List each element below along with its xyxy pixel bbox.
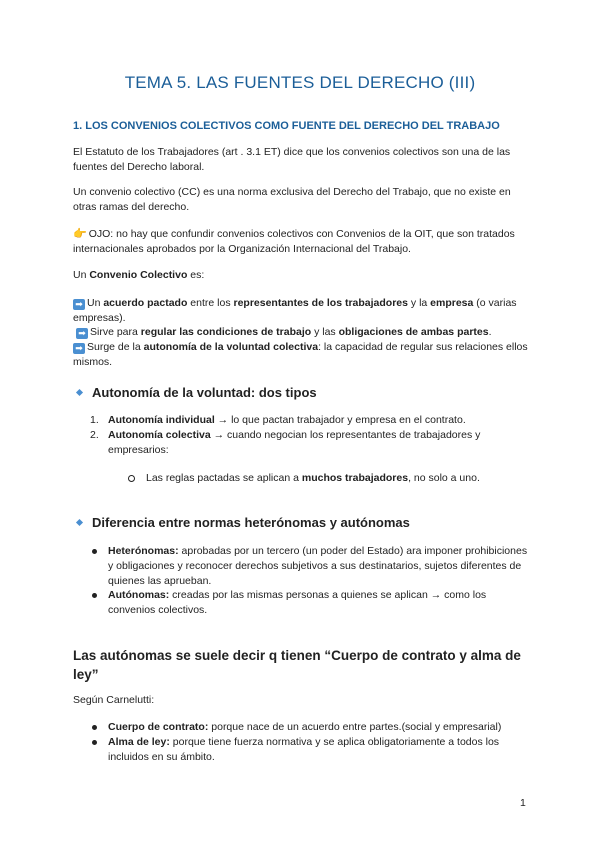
diamond-bullet-icon <box>76 519 83 526</box>
arrow-right-icon: ➡ <box>76 328 88 339</box>
bullet-icon <box>92 549 97 554</box>
circle-bullet-icon <box>128 475 135 482</box>
arrow-right-icon: ➡ <box>73 299 85 310</box>
paragraph-ojo: 👉 OJO: no hay que confundir convenios colectivos con Convenios de la OIT, que son tratados internacionales aprobados por la Organización Internacional del Trabajo. <box>73 228 515 255</box>
sub-list-item: Las reglas pactadas se aplican a muchos trabajadores, no solo a uno. <box>128 471 528 487</box>
definition-item-acuerdo: ➡ Un acuerdo pactado entre los representantes de los trabajadores y la empresa (o varias empresas). <box>73 297 517 324</box>
heading-autonomia: Autonomía de la voluntad: dos tipos <box>73 385 317 400</box>
section-heading: 1. LOS CONVENIOS COLECTIVOS COMO FUENTE DEL DERECHO DEL TRABAJO <box>73 120 500 132</box>
bullet-icon <box>92 740 97 745</box>
paragraph-definicion-cc: Un convenio colectivo (CC) es una norma exclusiva del Derecho del Trabajo, que no existe en otras ramas del derecho. <box>73 186 511 213</box>
list-item-heteronomas: Heterónomas: aprobadas por un tercero (un poder del Estado) ara imponer prohibiciones y obligaciones y reconocer derechos subjetivos a sus destinatarios, sujetos diferentes de quienes las aprueban. <box>90 544 530 589</box>
ordered-item-1: 1. Autonomía individual → lo que pactan trabajador y empresa en el contrato. <box>90 414 466 426</box>
diamond-bullet-icon <box>76 389 83 396</box>
definition-item-sirve: ➡ Sirve para regular las condiciones de trabajo y las obligaciones de ambas partes. <box>76 325 531 340</box>
heading-diferencia: Diferencia entre normas heterónomas y autónomas <box>73 515 410 530</box>
pointing-hand-icon: 👉 <box>73 228 87 240</box>
bullet-icon <box>92 593 97 598</box>
list-item-alma: Alma de ley: porque tiene fuerza normativa y se aplica obligatoriamente a todos los incluidos en su ámbito. <box>90 735 530 765</box>
paragraph-estatuto: El Estatuto de los Trabajadores (art . 3.1 ET) dice que los convenios colectivos son una de las fuentes del Derecho laboral. <box>73 146 511 173</box>
paragraph-carnelutti: Según Carnelutti: <box>73 694 155 706</box>
bullet-icon <box>92 725 97 730</box>
arrow-right-icon: ➡ <box>73 343 85 354</box>
paragraph-convenio-es: Un Convenio Colectivo es: <box>73 269 205 281</box>
list-item-autonomas: Autónomas: creadas por las mismas personas a quienes se aplican → como los convenios colectivos. <box>90 588 530 618</box>
heading-cuerpo-alma: Las autónomas se suele decir q tienen “Cuerpo de contrato y alma de ley” <box>73 648 521 682</box>
list-item-cuerpo: Cuerpo de contrato: porque nace de un acuerdo entre partes.(social y empresarial) <box>90 720 530 735</box>
page-title: TEMA 5. LAS FUENTES DEL DERECHO (III) <box>124 73 476 92</box>
definition-item-surge: ➡ Surge de la autonomía de la voluntad colectiva: la capacidad de regular sus relaciones ellos mismos. <box>73 341 528 368</box>
ordered-item-2: 2. Autonomía colectiva → cuando negocian los representantes de trabajadores y empresarios: <box>90 429 481 456</box>
page-number: 1 <box>520 797 526 809</box>
